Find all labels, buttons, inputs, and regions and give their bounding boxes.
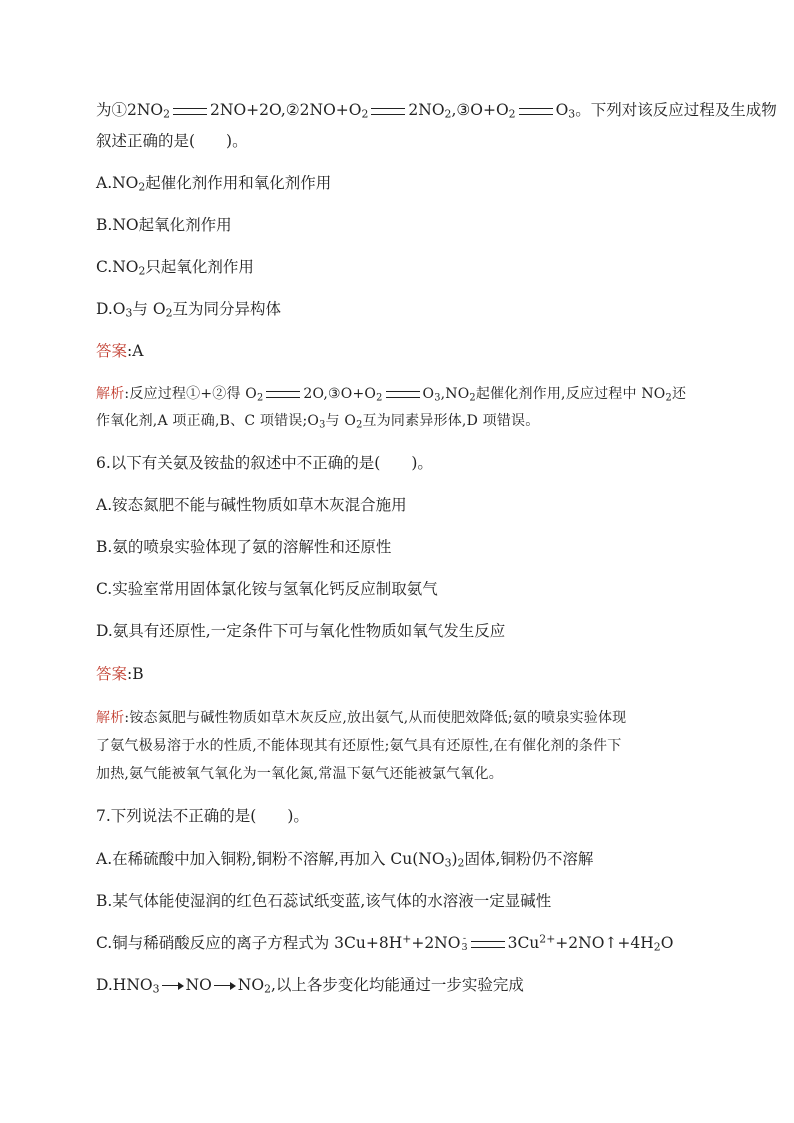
- q7-option-a: A.在稀硫酸中加入铜粉,铜粉不溶解,再加入 $Cu(NO_3)_2$固体,铜粉仍不溶解: [96, 850, 594, 870]
- q5-option-a: $A.NO_2$起催化剂作用和氧化剂作用: [96, 174, 332, 194]
- q7-option-c: C.铜与稀硝酸反应的离子方程式为 3Cu+8H++2NO - 3 $3Cu^{2+}+2NO↑+4H_2O$: [96, 932, 674, 954]
- q5-stem-line1: 为$①2NO_2$ $2NO+2O,②2NO+O_2$ $2NO_2,③O+O_2$ $O_3$。下列对该反应过程及生成物: [96, 101, 777, 121]
- q5-answer: 答案:A: [96, 342, 144, 360]
- equals-sign-icon: [471, 941, 505, 948]
- q5-explanation-line2: 作氧化剂,A 项正确,B、C 项错误$;O_3$与 $O_2$互为同素异形体,D 项错误。: [96, 413, 540, 431]
- q5-explanation-line1: 解析:反应过程①+②得 $O_2$ $2O,③O+O_2$ $O_3,NO_2$起催化剂作用,反应过程中 $NO_2$还: [96, 386, 687, 404]
- equals-sign-icon: [173, 108, 207, 115]
- q6-option-c: C.实验室常用固体氯化铵与氢氧化钙反应制取氨气: [96, 580, 438, 598]
- q5-option-d: $D.O_3$与 $O_2$互为同分异构体: [96, 300, 281, 320]
- arrow-right-icon: [214, 981, 236, 991]
- q6-explanation-line3: 加热,氨气能被氧气氧化为一氧化氮,常温下氨气还能被氯气氧化。: [96, 766, 503, 782]
- equals-sign-icon: [266, 391, 300, 398]
- answer-label: 答案: [96, 342, 128, 360]
- equals-sign-icon: [386, 391, 420, 398]
- q7-option-d: $D.HNO_3$ NO $NO_2$,以上各步变化均能通过一步实验完成: [96, 976, 524, 996]
- explanation-label: 解析: [96, 386, 125, 402]
- q7-option-b: B.某气体能使湿润的红色石蕊试纸变蓝,该气体的水溶液一定显碱性: [96, 892, 552, 910]
- q6-explanation-line1: 解析:铵态氮肥与碱性物质如草木灰反应,放出氨气,从而使肥效降低;氨的喷泉实验体现: [96, 710, 627, 726]
- equals-sign-icon: [371, 108, 405, 115]
- q5-option-c: $C.NO_2$只起氧化剂作用: [96, 258, 254, 278]
- arrow-right-icon: [162, 981, 184, 991]
- explanation-label: 解析: [96, 710, 125, 726]
- q5-option-b: B.NO起氧化剂作用: [96, 216, 232, 234]
- q6-option-b: B.氨的喷泉实验体现了氨的溶解性和还原性: [96, 538, 392, 556]
- q6-option-d: D.氨具有还原性,一定条件下可与氧化性物质如氧气发生反应: [96, 622, 506, 640]
- answer-label: 答案: [96, 665, 128, 683]
- q7-stem: 7.下列说法不正确的是( )。: [96, 807, 309, 825]
- q6-answer: 答案:B: [96, 665, 144, 683]
- q6-stem: 6.以下有关氨及铵盐的叙述中不正确的是( )。: [96, 454, 433, 472]
- nitrate-charge: - 3: [461, 933, 468, 953]
- equals-sign-icon: [519, 108, 553, 115]
- q5-stem-line2: 叙述正确的是( )。: [96, 132, 248, 150]
- q6-explanation-line2: 了氨气极易溶于水的性质,不能体现其有还原性;氨气具有还原性,在有催化剂的条件下: [96, 738, 622, 754]
- q6-option-a: A.铵态氮肥不能与碱性物质如草木灰混合施用: [96, 496, 407, 514]
